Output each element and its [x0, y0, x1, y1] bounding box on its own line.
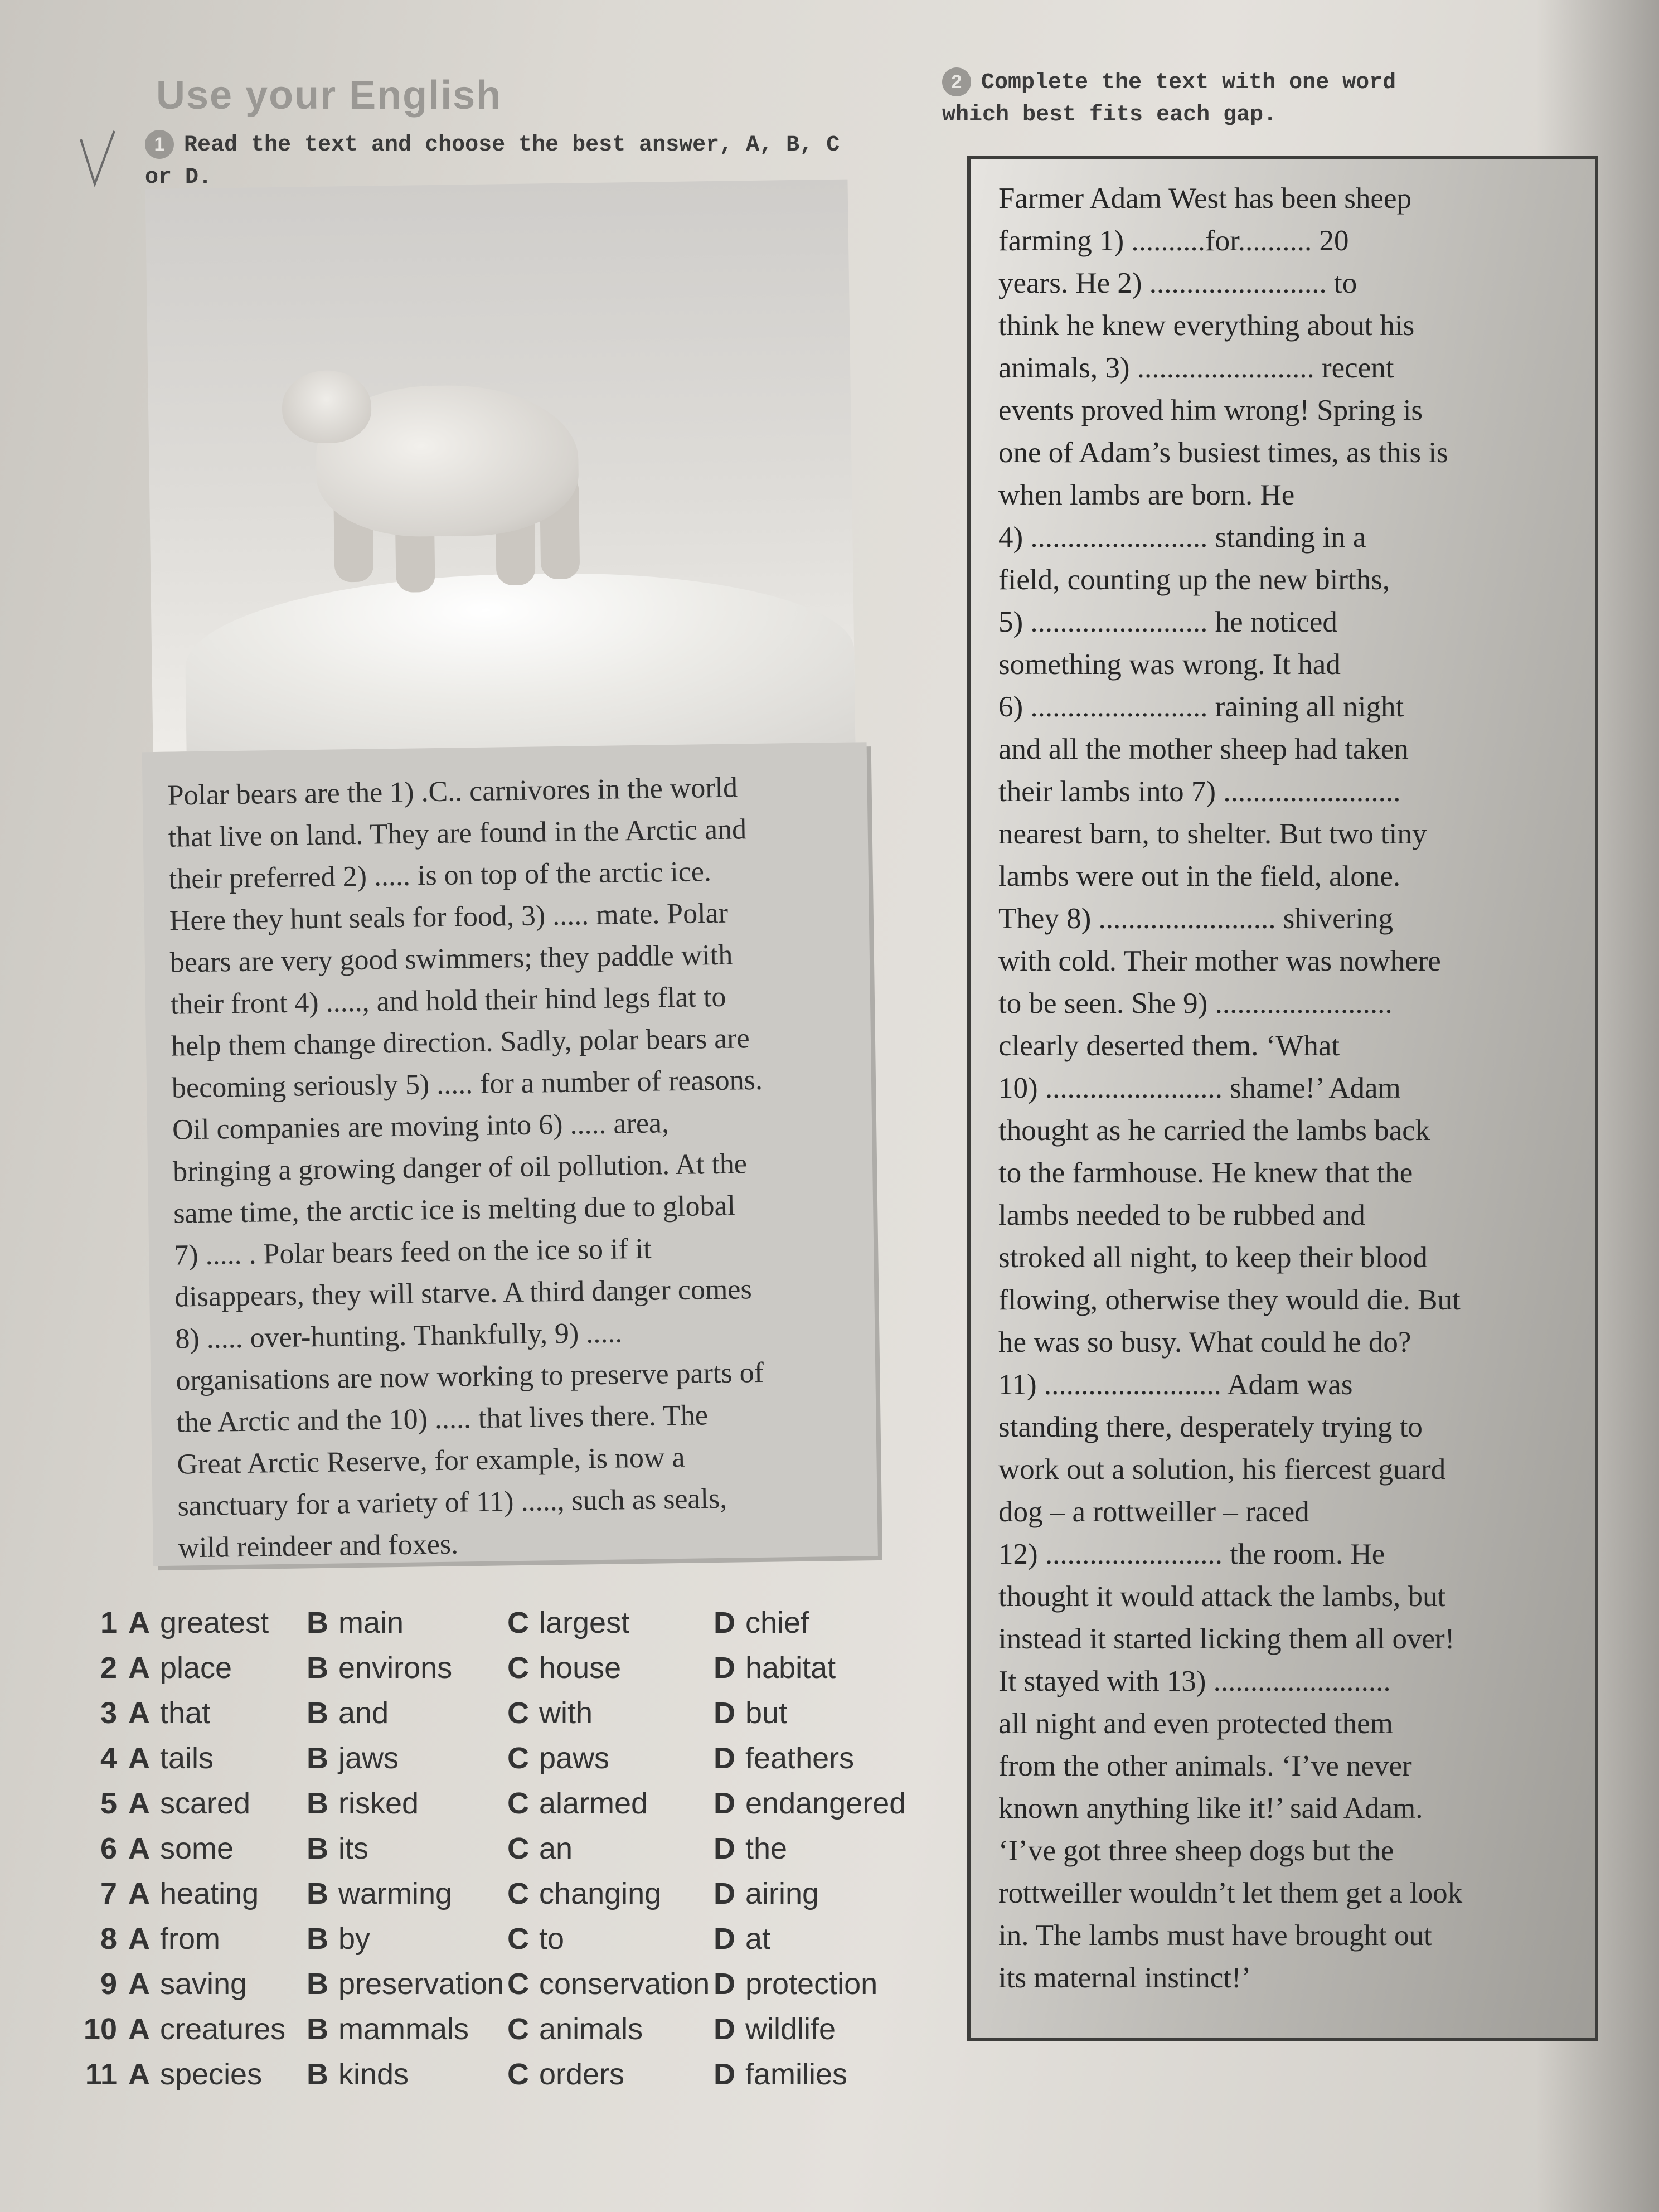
option-c[interactable]: C largest	[507, 1606, 630, 1639]
option-text: jaws	[338, 1742, 399, 1775]
option-c[interactable]: C conservation	[507, 1967, 710, 2001]
gap-text-line: They 8) ........................ shivering	[998, 903, 1394, 935]
option-d[interactable]: D protection	[714, 1967, 878, 2001]
option-a[interactable]: A tails	[128, 1742, 214, 1775]
option-text: that	[160, 1696, 211, 1730]
option-text: changing	[539, 1877, 662, 1910]
question-number: 1	[100, 1606, 117, 1639]
gap-text-line: 11) ........................ Adam was	[998, 1369, 1353, 1401]
gap-text-line: clearly deserted them. ‘What	[998, 1030, 1340, 1062]
option-a[interactable]: A some	[128, 1832, 234, 1865]
option-a[interactable]: A that	[128, 1696, 211, 1730]
gap-text-line: thought as he carried the lambs back	[998, 1114, 1430, 1147]
gap-text-line: he was so busy. What could he do?	[998, 1326, 1411, 1359]
gap-text-line: It stayed with 13) ........................	[998, 1665, 1391, 1697]
option-a[interactable]: A greatest	[128, 1606, 269, 1639]
gap-text-line: think he knew everything about his	[998, 309, 1415, 342]
option-text: scared	[160, 1787, 251, 1820]
option-d[interactable]: D wildlife	[714, 2012, 836, 2046]
option-text: protection	[745, 1967, 878, 2001]
passage-line: help them change direction. Sadly, polar bears are	[171, 1022, 750, 1063]
option-text: but	[745, 1696, 788, 1730]
gap-text-line: rottweiller wouldn’t let them get a look	[998, 1877, 1463, 1909]
option-d[interactable]: D families	[714, 2058, 848, 2091]
gap-text-line: to be seen. She 9) ........................	[998, 987, 1393, 1020]
option-text: feathers	[745, 1742, 855, 1775]
option-text: its	[338, 1832, 368, 1865]
gap-text-line: one of Adam’s busiest times, as this is	[998, 436, 1448, 469]
option-text: main	[338, 1606, 404, 1639]
option-c[interactable]: C house	[507, 1651, 622, 1685]
option-text: greatest	[160, 1606, 269, 1639]
option-text: risked	[338, 1787, 419, 1820]
option-a[interactable]: A from	[128, 1922, 220, 1956]
option-text: species	[160, 2058, 263, 2091]
gap-text-line: its maternal instinct!’	[998, 1962, 1251, 1994]
option-text: at	[745, 1922, 771, 1956]
option-text: alarmed	[539, 1787, 648, 1820]
option-b[interactable]: B by	[307, 1922, 371, 1956]
option-b[interactable]: B risked	[307, 1787, 419, 1820]
option-text: families	[745, 2058, 848, 2091]
option-d[interactable]: D endangered	[714, 1787, 906, 1820]
option-text: largest	[539, 1606, 630, 1639]
option-text: orders	[539, 2058, 625, 2091]
option-d[interactable]: D chief	[714, 1606, 809, 1639]
question-number: 11	[85, 2058, 117, 2091]
option-c[interactable]: C with	[507, 1696, 593, 1730]
gap-text-line: standing there, desperately trying to	[998, 1411, 1423, 1443]
option-text: the	[745, 1832, 788, 1865]
polar-bear-photo	[145, 180, 856, 752]
option-text: mammals	[338, 2012, 469, 2046]
gap-text-line: years. He 2) ........................ to	[998, 267, 1357, 299]
option-a[interactable]: A creatures	[128, 2012, 286, 2046]
option-a[interactable]: A place	[128, 1651, 232, 1685]
passage-line: Here they hunt seals for food, 3) ..... mate. Polar	[169, 897, 729, 937]
exercise2-instruction: 2 Complete the text with one word which best fits each gap.	[942, 67, 1466, 132]
gap-text-line: when lambs are born. He	[998, 479, 1295, 511]
option-d[interactable]: D habitat	[714, 1651, 836, 1685]
gap-text-line: farming 1) ..........for.......... 20	[998, 225, 1349, 257]
section-title: Use your English	[156, 73, 502, 118]
gap-text-line: something was wrong. It had	[998, 648, 1341, 681]
passage-line: that live on land. They are found in the Arctic and	[168, 813, 747, 853]
gap-text-line: known anything like it!’ said Adam.	[998, 1792, 1423, 1825]
gap-text-line: 5) ........................ he noticed	[998, 606, 1337, 638]
gap-text-line: flowing, otherwise they would die. But	[998, 1284, 1461, 1316]
gap-text-line: Farmer Adam West has been sheep	[998, 182, 1411, 215]
gap-text-line: in. The lambs must have brought out	[998, 1919, 1432, 1952]
question-number: 6	[100, 1832, 117, 1865]
option-b[interactable]: B mammals	[307, 2012, 469, 2046]
option-c[interactable]: C paws	[507, 1742, 610, 1775]
question-number: 7	[100, 1877, 117, 1910]
option-c[interactable]: C orders	[507, 2058, 625, 2091]
option-text: warming	[338, 1877, 453, 1910]
gap-text-line: dog – a rottweiller – raced	[998, 1496, 1309, 1528]
gap-text-line: ‘I’ve got three sheep dogs but the	[998, 1835, 1394, 1867]
option-text: creatures	[160, 2012, 286, 2046]
option-b[interactable]: B its	[307, 1832, 368, 1865]
passage-line: organisations are now working to preserve parts of	[176, 1356, 764, 1397]
option-b[interactable]: B preservation	[307, 1967, 505, 2001]
passage-line: the Arctic and the 10) ..... that lives there. The	[176, 1399, 709, 1439]
option-text: and	[338, 1696, 389, 1730]
option-text: heating	[160, 1877, 259, 1910]
option-text: wildlife	[745, 2012, 836, 2046]
option-text: habitat	[745, 1651, 836, 1685]
exercise2-text-box	[967, 156, 1598, 2041]
option-a[interactable]: A scared	[128, 1787, 251, 1820]
option-text: environs	[338, 1651, 453, 1685]
question-number: 8	[100, 1922, 117, 1956]
option-text: to	[539, 1922, 565, 1956]
option-text: by	[338, 1922, 371, 1956]
question-number: 3	[100, 1696, 117, 1730]
passage-line: wild reindeer and foxes.	[178, 1528, 459, 1564]
gap-text-line: 6) ........................ raining all night	[998, 691, 1404, 723]
passage-line: disappears, they will starve. A third danger comes	[174, 1273, 753, 1313]
option-d[interactable]: D at	[714, 1922, 771, 1956]
passage-line: their preferred 2) ..... is on top of the arctic ice.	[168, 856, 712, 895]
option-b[interactable]: B and	[307, 1696, 389, 1730]
passage-line: Polar bears are the 1) .C.. carnivores in the world	[167, 772, 738, 812]
question-number: 10	[83, 2012, 117, 2046]
option-text: conservation	[539, 1967, 710, 2001]
option-a[interactable]: A saving	[128, 1967, 248, 2001]
exercise1-instruction: 1 Read the text and choose the best answer, A, B, C or D.	[145, 129, 870, 194]
option-c[interactable]: C an	[507, 1832, 573, 1865]
question-number: 4	[100, 1742, 117, 1775]
option-text: house	[539, 1651, 622, 1685]
question-number: 9	[100, 1967, 117, 2001]
gap-text-line: thought it would attack the lambs, but	[998, 1580, 1446, 1613]
passage-line: 7) ..... . Polar bears feed on the ice so if it	[173, 1233, 652, 1272]
option-text: an	[539, 1832, 573, 1865]
option-text: airing	[745, 1877, 819, 1910]
gap-text-line: events proved him wrong! Spring is	[998, 394, 1423, 426]
passage-line: Oil companies are moving into 6) ..... area,	[172, 1107, 670, 1146]
gap-text-line: and all the mother sheep had taken	[998, 733, 1409, 765]
option-a[interactable]: A species	[128, 2058, 263, 2091]
option-text: paws	[539, 1742, 610, 1775]
question-number: 5	[100, 1787, 117, 1820]
bear-head	[282, 370, 372, 444]
option-d[interactable]: D but	[714, 1696, 788, 1730]
gap-text-line: all night and even protected them	[998, 1707, 1393, 1740]
passage-line: their front 4) ....., and hold their hind legs flat to	[170, 981, 726, 1021]
gap-text-line: nearest barn, to shelter. But two tiny	[998, 818, 1427, 850]
exercise2-number: 2	[942, 67, 971, 96]
exercise1-box	[111, 157, 900, 1572]
option-c[interactable]: C alarmed	[507, 1787, 648, 1820]
gap-text-line: lambs needed to be rubbed and	[998, 1199, 1365, 1231]
option-d[interactable]: D airing	[714, 1877, 819, 1910]
option-text: kinds	[338, 2058, 409, 2091]
option-c[interactable]: C changing	[507, 1877, 662, 1910]
option-text: saving	[160, 1967, 248, 2001]
gap-text-line: animals, 3) ........................ recent	[998, 352, 1394, 384]
option-b[interactable]: B warming	[307, 1877, 453, 1910]
option-text: preservation	[338, 1967, 505, 2001]
gap-text-line: 12) ........................ the room. He	[998, 1538, 1385, 1570]
question-number: 2	[100, 1651, 117, 1685]
gap-text-line: stroked all night, to keep their blood	[998, 1241, 1428, 1274]
passage-line: bringing a growing danger of oil pollution. At the	[172, 1148, 748, 1188]
option-b[interactable]: B main	[307, 1606, 404, 1639]
passage-line: 8) ..... over-hunting. Thankfully, 9) .....	[174, 1317, 623, 1355]
option-c[interactable]: C animals	[507, 2012, 643, 2046]
gap-text-line: to the farmhouse. He knew that the	[998, 1157, 1413, 1189]
gap-text-line: their lambs into 7) ........................	[998, 775, 1401, 808]
passage-line: sanctuary for a variety of 11) ....., such as seals,	[177, 1482, 727, 1522]
option-text: place	[160, 1651, 232, 1685]
option-text: with	[539, 1696, 593, 1730]
option-d[interactable]: D the	[714, 1832, 788, 1865]
ice-floe	[184, 569, 855, 757]
option-text: endangered	[745, 1787, 906, 1820]
option-text: chief	[745, 1606, 809, 1639]
gap-text-line: instead it started licking them all over!	[998, 1623, 1455, 1655]
option-text: tails	[160, 1742, 214, 1775]
option-text: some	[160, 1832, 234, 1865]
option-text: animals	[539, 2012, 643, 2046]
option-c[interactable]: C to	[507, 1922, 565, 1956]
passage-line: bears are very good swimmers; they paddle with	[169, 939, 733, 979]
passage-line: same time, the arctic ice is melting due to global	[173, 1190, 736, 1230]
option-b[interactable]: B jaws	[307, 1742, 399, 1775]
gap-text-line: with cold. Their mother was nowhere	[998, 945, 1441, 977]
gap-text-line: 4) ........................ standing in a	[998, 521, 1366, 554]
option-d[interactable]: D feathers	[714, 1742, 855, 1775]
passage-line: Great Arctic Reserve, for example, is now a	[177, 1441, 685, 1481]
option-a[interactable]: A heating	[128, 1877, 259, 1910]
gap-text-line: from the other animals. ‘I’ve never	[998, 1750, 1412, 1782]
gap-text-line: work out a solution, his fiercest guard	[998, 1453, 1446, 1486]
gap-text-line: lambs were out in the field, alone.	[998, 860, 1401, 892]
option-b[interactable]: B kinds	[307, 2058, 409, 2091]
exercise1-passage	[142, 742, 878, 1566]
exercise1-number: 1	[145, 130, 174, 159]
passage-line: becoming seriously 5) ..... for a number of reasons.	[171, 1064, 763, 1104]
gap-text-line: 10) ........................ shame!’ Adam	[998, 1072, 1401, 1104]
gap-text-line: field, counting up the new births,	[998, 564, 1390, 596]
option-text: from	[160, 1922, 220, 1956]
option-b[interactable]: B environs	[307, 1651, 453, 1685]
